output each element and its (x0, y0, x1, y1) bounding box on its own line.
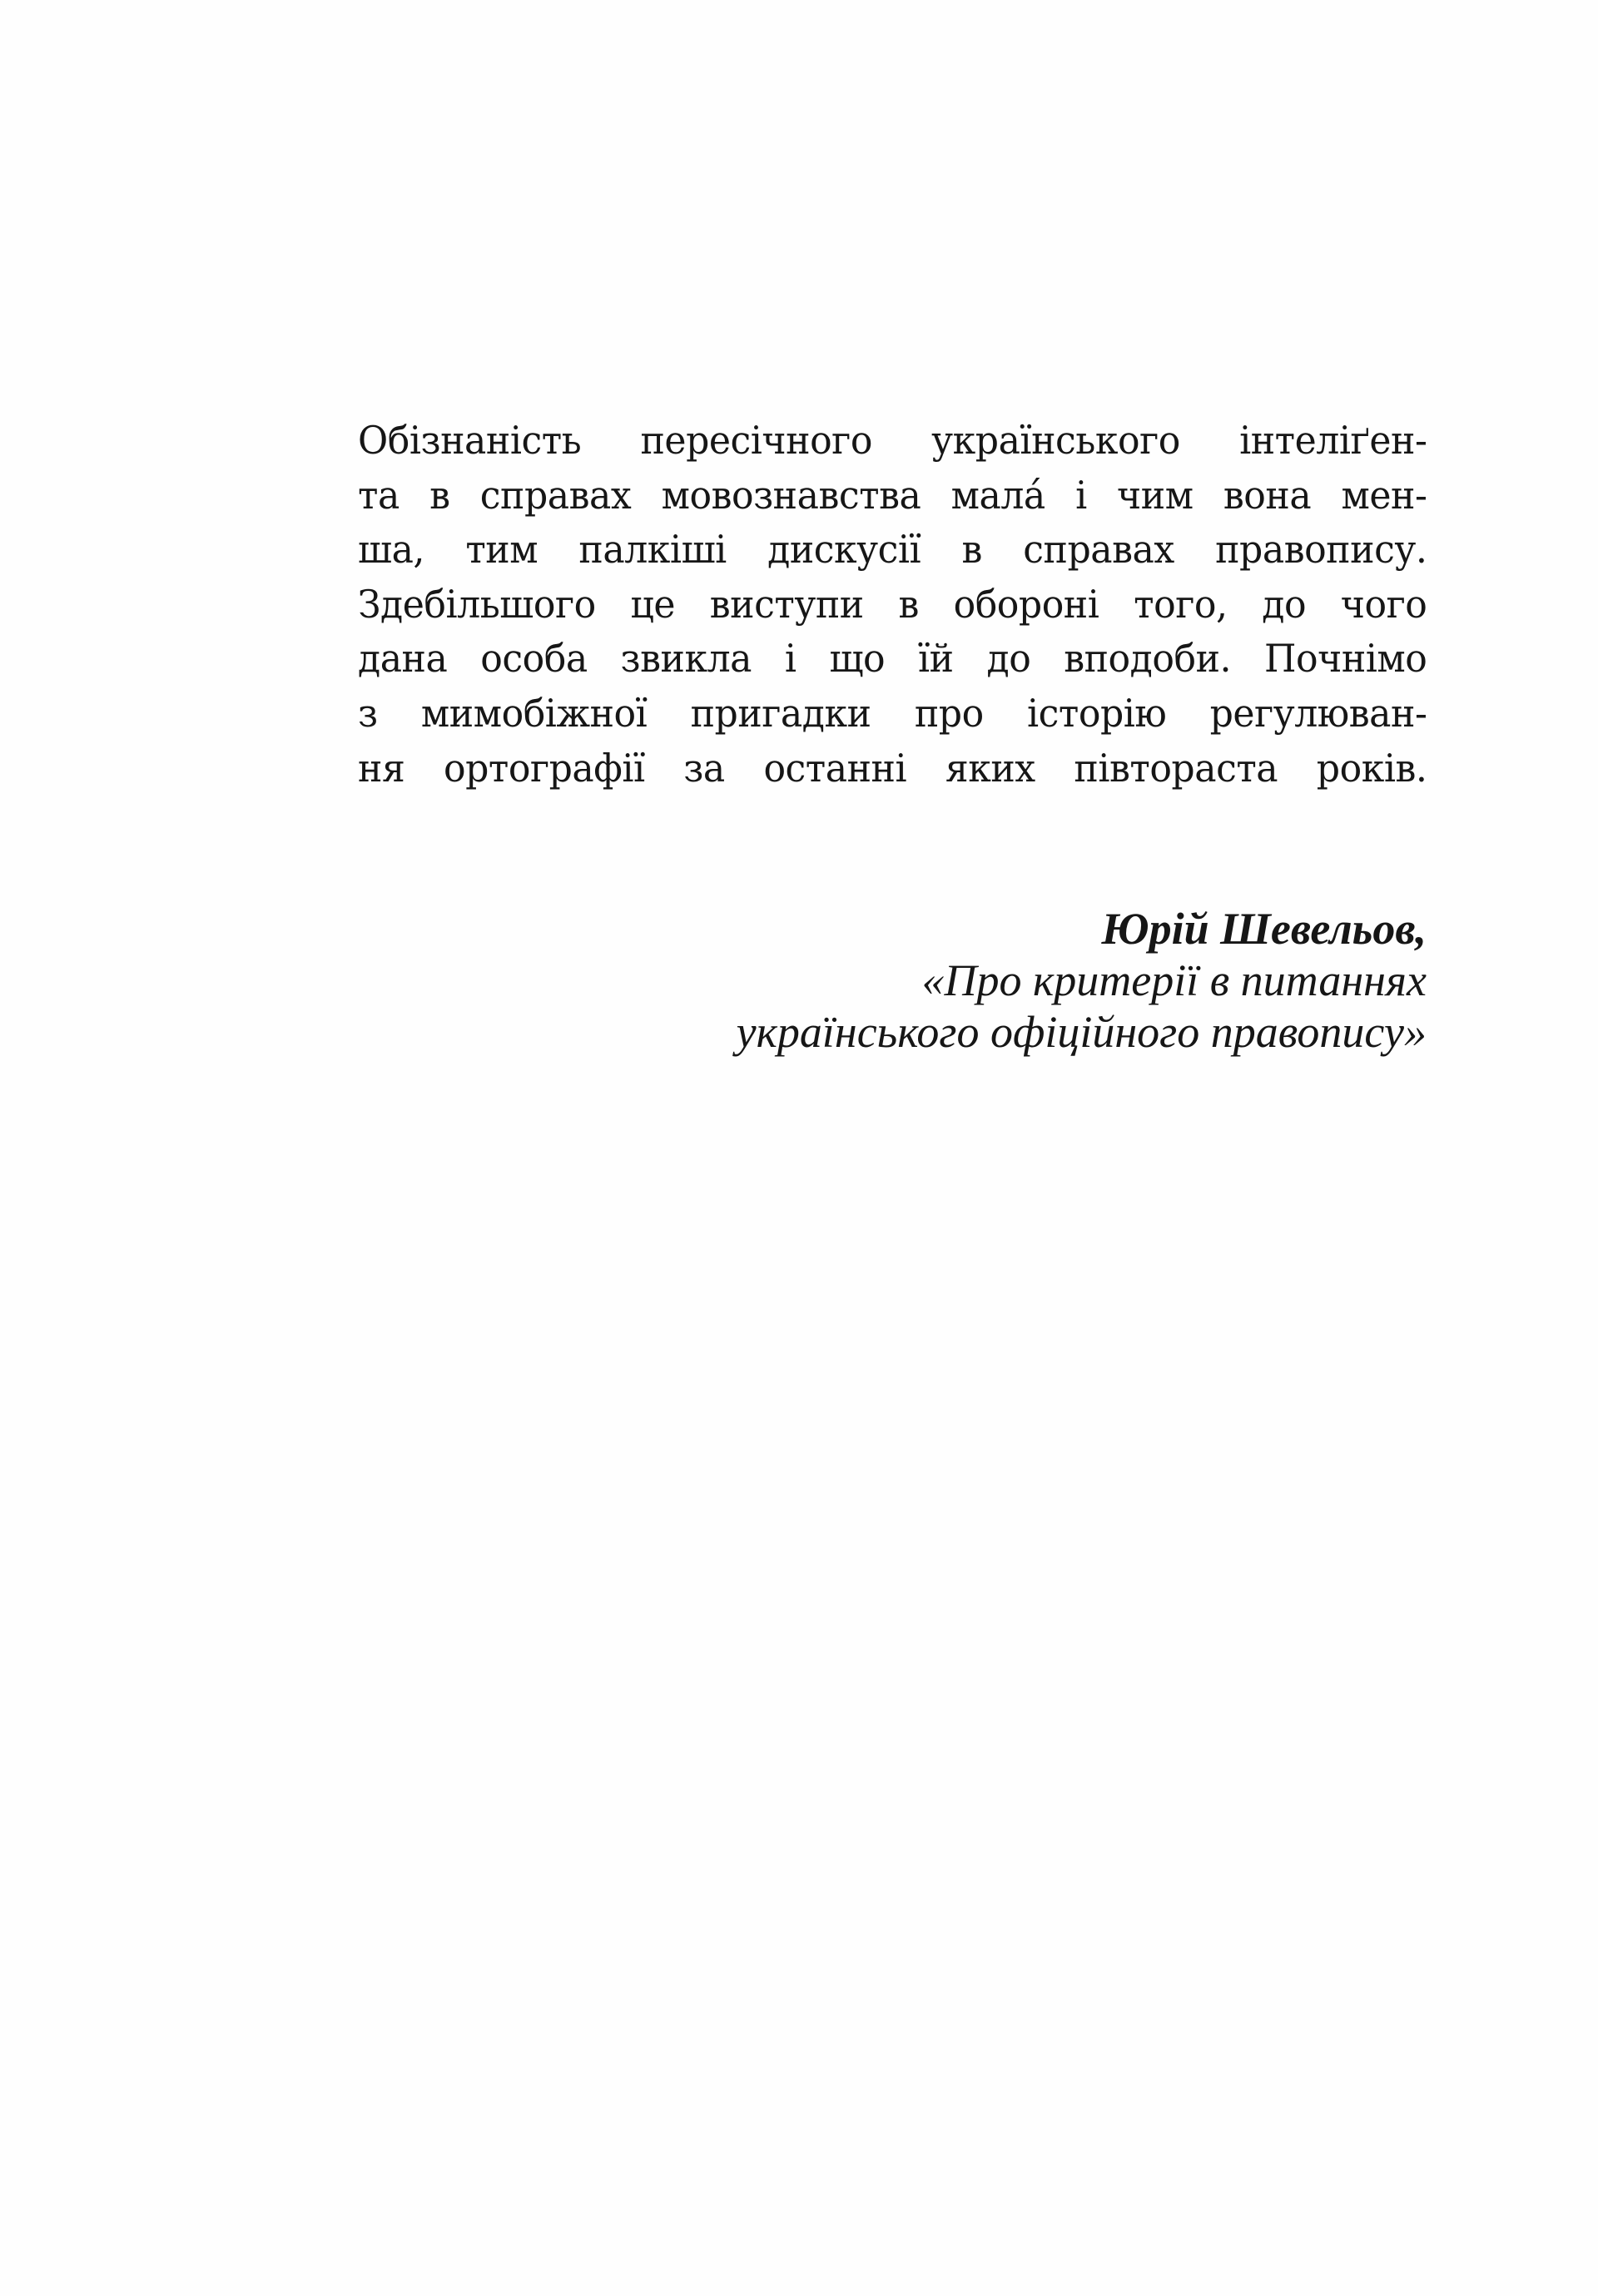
epigraph-line: та в справах мовознавства малá і чим вона мен- (358, 472, 1427, 518)
source-title-line: українського офіційного правопису» (736, 1007, 1427, 1057)
epigraph-line: Обізнаність пересічного українського інтеліґен- (358, 418, 1427, 463)
epigraph-line: з мимобіжної пригадки про історію регулюван- (358, 690, 1427, 736)
epigraph-paragraph (358, 414, 1427, 796)
author-name: Юрій Шевельов, (1101, 904, 1427, 954)
epigraph-attribution (737, 903, 1427, 1058)
epigraph-line: дана особа звикла і що їй до вподоби. Почнімо (358, 636, 1427, 682)
epigraph-line: ня ортографії за останні яких півтораста років. (358, 745, 1427, 791)
epigraph-line: ша, тим палкіші дискусії в справах правопису. (358, 527, 1427, 573)
epigraph-line: Здебільшого це виступи в обороні того, до чого (358, 581, 1427, 627)
source-title-line: «Про критерії в питаннях (921, 955, 1427, 1005)
